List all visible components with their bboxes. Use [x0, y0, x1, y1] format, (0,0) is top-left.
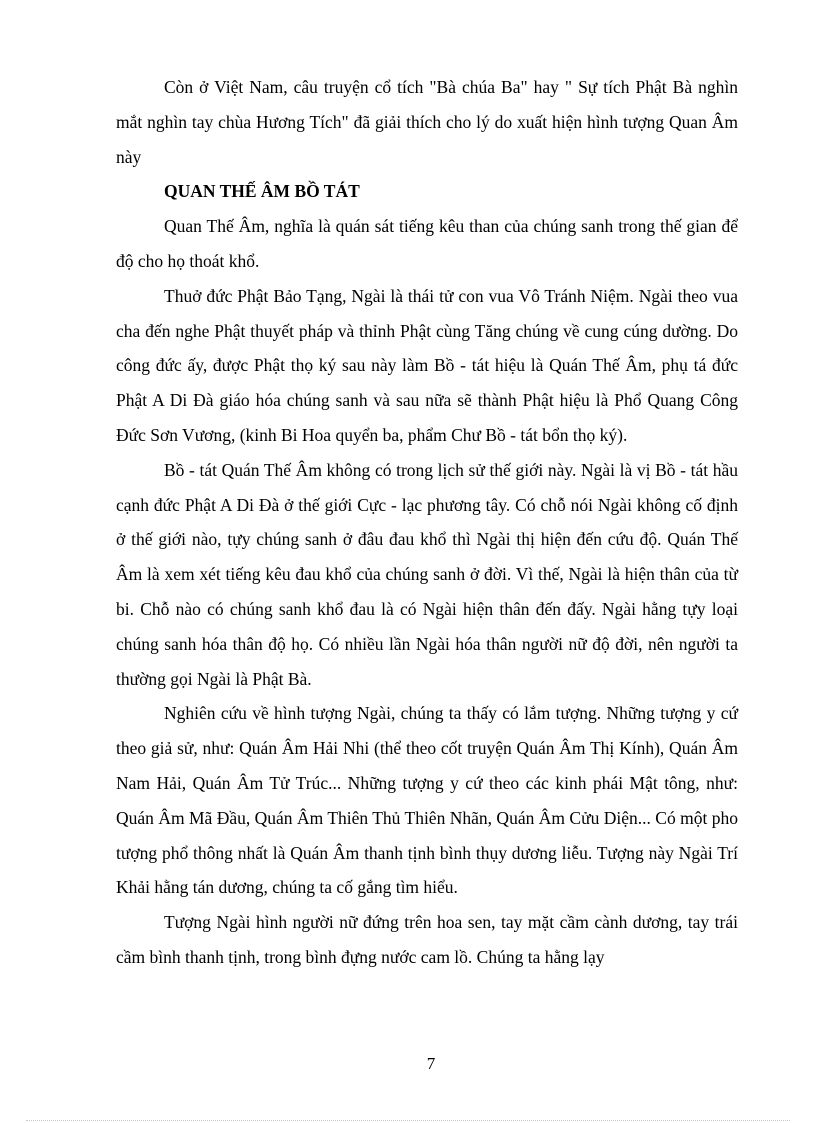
paragraph-statues: Nghiên cứu về hình tượng Ngài, chúng ta thấy có lắm tượng. Những tượng y cứ theo giả sử, như: Quán Âm Hải Nhi (thể theo cốt truyện Quán Âm Thị Kính), Quán Âm Nam Hải, Quán Âm Tử Trúc... Những tượng y cứ theo các kinh phái Mật tông, như: Quán Âm Mã Đầu, Quán Âm Thiên Thủ Thiên Nhãn, Quán Âm Cửu Diện... Có một pho tượng phổ thông nhất là Quán Âm thanh tịnh bình thụy dương liễu. Tượng này Ngài Trí Khải hằng tán dương, chúng ta cố gắng tìm hiểu.: [116, 703, 738, 898]
page-body: [116, 70, 738, 975]
footer-divider: [26, 1120, 790, 1121]
page-number: 7: [426, 1054, 436, 1073]
paragraph-definition: Quan Thế Âm, nghĩa là quán sát tiếng kêu than của chúng sanh trong thế gian để độ cho họ thoát khổ.: [116, 216, 738, 271]
section-heading: QUAN THẾ ÂM BỒ TÁT: [164, 181, 360, 202]
paragraph-intro: Còn ở Việt Nam, câu truyện cổ tích "Bà chúa Ba" hay " Sự tích Phật Bà nghìn mắt nghìn tay chùa Hương Tích" đã giải thích cho lý do xuất hiện hình tượng Quan Âm này: [116, 77, 738, 167]
paragraph-statue-form: Tượng Ngài hình người nữ đứng trên hoa sen, tay mặt cầm cành dương, tay trái cầm bình thanh tịnh, trong bình đựng nước cam lồ. Chúng ta hằng lạy: [116, 912, 738, 967]
paragraph-origin: Thuở đức Phật Bảo Tạng, Ngài là thái tử con vua Vô Tránh Niệm. Ngài theo vua cha đến nghe Phật thuyết pháp và thỉnh Phật cùng Tăng chúng về cung cúng dường. Do công đức ấy, được Phật thọ ký sau này làm Bồ - tát hiệu là Quán Thế Âm, phụ tá đức Phật A Di Đà giáo hóa chúng sanh và sau nữa sẽ thành Phật hiệu là Phổ Quang Công Đức Sơn Vương, (kinh Bi Hoa quyển ba, phẩm Chư Bồ - tát bổn thọ ký).: [116, 285, 738, 445]
paragraph-description: Bồ - tát Quán Thế Âm không có trong lịch sử thế giới này. Ngài là vị Bồ - tát hầu cạnh đức Phật A Di Đà ở thế giới Cực - lạc phương tây. Có chỗ nói Ngài không cố định ở thế giới nào, tựy chúng sanh ở đâu đau khổ thì Ngài thị hiện đến cứu độ. Quán Thế Âm là xem xét tiếng kêu đau khổ của chúng sanh ở đời. Vì thế, Ngài là hiện thân của từ bi. Chỗ nào có chúng sanh khổ đau là có Ngài hiện thân đến đấy. Ngài hằng tựy loại chúng sanh hóa thân độ họ. Có nhiều lần Ngài hóa thân người nữ độ đời, nên người ta thường gọi Ngài là Phật Bà.: [116, 459, 738, 689]
